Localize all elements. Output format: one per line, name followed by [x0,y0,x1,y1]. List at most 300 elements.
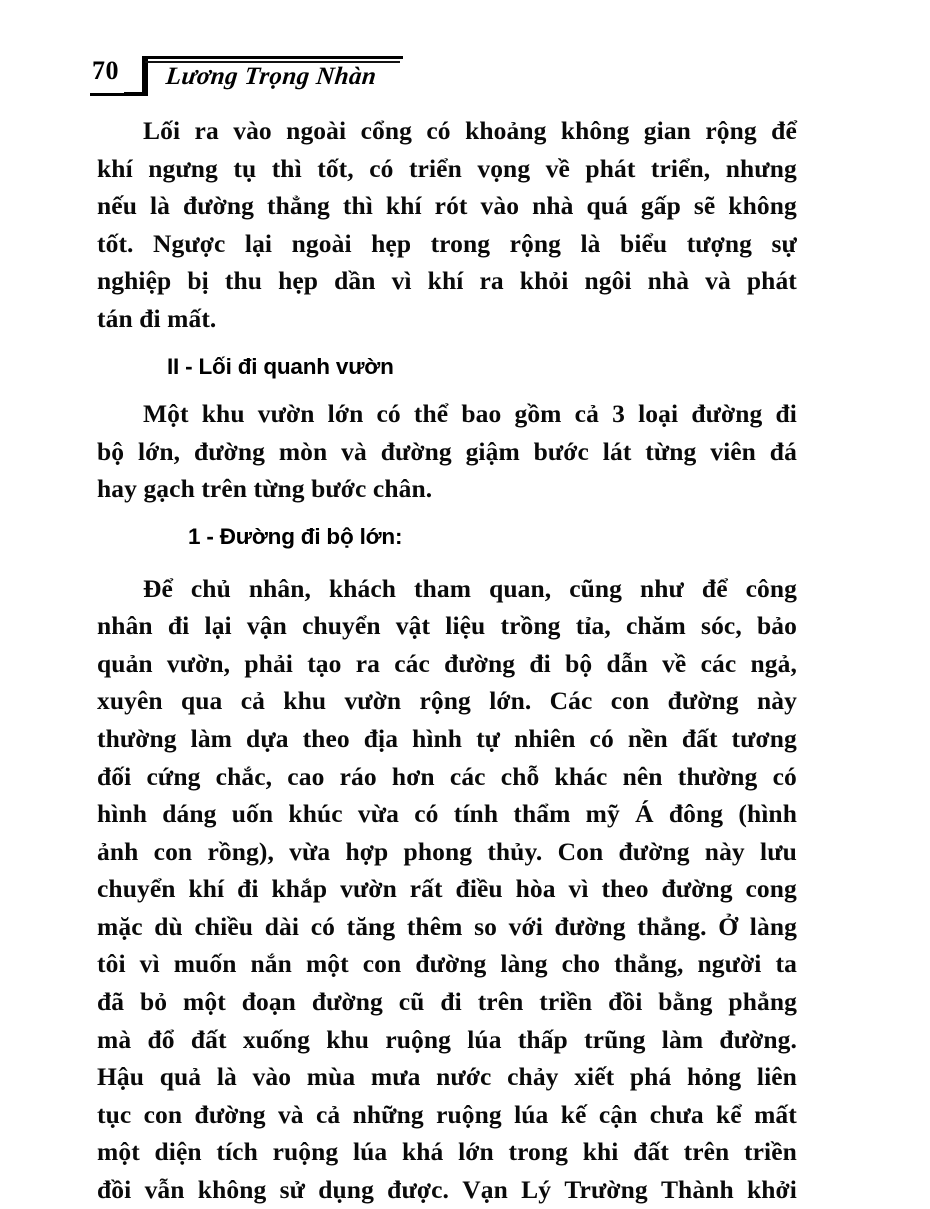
text-word: khách [328,573,397,603]
text-word: các [700,648,737,678]
text-word: vọng [477,153,531,183]
text-word: đi [237,874,259,904]
text-word: đường [194,1099,266,1129]
text-word: nhà [532,191,574,221]
text-word: khu [326,1024,370,1054]
text-word: ra [479,266,504,296]
text-word: vẫn [144,1175,185,1205]
text-word: tỉa, [575,611,611,641]
text-word: bao [461,399,502,429]
text-word: cả [240,686,265,716]
running-header [0,52,930,104]
text-word: Ngược [153,228,226,258]
text-word: không [560,116,630,145]
text-word: liệu [445,611,486,641]
text-word: cũ [398,987,425,1017]
text-word: có [772,761,797,791]
text-line [97,262,797,300]
text-word: khoảng [465,116,547,145]
text-word: tôi [97,949,126,979]
text-word: lúa [514,1099,549,1129]
text-word: làm [190,723,233,753]
text-word: lưu [760,836,797,866]
text-word: đoạn [241,987,296,1017]
text-word: là [149,191,171,221]
text-word: mà [97,1024,132,1054]
text-word: chăm [625,611,686,641]
text-word: triển, [650,153,711,183]
text-word: cong [745,874,797,904]
text-word: mùa [306,1062,356,1092]
text-word: Các [549,686,593,716]
text-word: nước [436,1062,492,1092]
text-word: với [508,911,543,941]
text-word: ráo [339,761,377,791]
text-word: đường [380,436,452,466]
text-word: các [449,761,486,791]
text-word: khi [582,1137,619,1167]
text-word: Hậu [97,1062,145,1092]
text-word: Lối [143,116,181,145]
text-word: hợp [345,836,389,866]
text-line [97,433,797,471]
text-word: phong [403,836,473,866]
text-word: địa [363,723,399,753]
text-line [97,945,797,983]
text-word: khởi [746,1175,797,1205]
text-line [97,1021,797,1059]
text-line [97,908,797,946]
text-word: gồm [514,399,562,429]
text-word: đất [190,1024,227,1054]
text-word: (hình [738,799,797,829]
text-word: về [662,648,687,678]
text-word: nền [627,723,668,753]
text-word: khác [554,761,608,791]
text-word: tính [453,799,499,829]
text-word: diện [154,1137,202,1167]
text-word: ruộng [385,1024,451,1054]
text-word: thẳng, [614,949,684,979]
text-word: các [394,648,430,678]
text-word: cũng [569,573,623,603]
text-word: dù [154,911,183,941]
text-word: tượng [686,228,753,258]
text-word: kể [716,1099,742,1129]
text-word: dụng [318,1175,374,1205]
text-word: đường [618,836,690,866]
text-word: ngưng [148,153,218,183]
text-word: đồi [97,1175,132,1205]
text-word: vừa [357,799,400,829]
text-word: con [153,836,193,866]
text-word: đồi [608,987,643,1017]
text-word: ảnh [97,836,139,866]
text-word: từng [645,436,697,466]
text-word: chiều [194,911,254,941]
text-word: khúc [288,799,343,829]
text-word: phát [585,153,636,183]
text-line [97,833,797,871]
text-word: thường [677,761,758,791]
text-word: ngoài [291,228,352,258]
text-word: bằng [658,987,713,1017]
text-word: vì [568,874,589,904]
text-word: ra [194,116,219,145]
text-word: là [216,1062,237,1092]
section-heading-ii: II - Lối đi quanh vườn [167,353,394,379]
text-word: thấp [517,1024,568,1054]
header-vertical-rule-foot [124,92,148,96]
text-word: biểu [620,228,668,258]
text-word: cả [574,399,599,429]
text-word: trong [430,228,491,258]
text-word: vào [252,1062,292,1092]
text-word: nhà [647,266,690,296]
text-word: không [197,1175,267,1205]
text-word: nhưng [725,153,797,183]
text-word: bộ [565,648,593,678]
text-word: lớn [458,1137,494,1167]
text-word: chảy [507,1062,559,1092]
text-word: rót [434,191,468,221]
text-word: hẹp [278,266,319,296]
text-word: con [362,949,402,979]
text-word: đá [769,436,797,466]
text-line: hay gạch trên từng bước chân. [97,474,433,504]
running-head-author: Lương Trọng Nhàn [164,63,378,90]
text-word: gian [643,116,691,145]
text-word: ngả, [750,648,797,678]
text-word: lại [244,228,273,258]
subsection-heading-1: 1 - Đường đi bộ lớn: [188,523,403,549]
text-word: triển [408,153,462,183]
text-word: dựa [246,723,289,753]
body-text-column [97,112,797,1209]
text-word: vận [246,611,287,641]
text-word: trên [683,1137,730,1167]
paragraph-3 [97,570,797,1209]
text-word: xuyên [97,686,163,716]
text-word: đường [415,949,487,979]
text-word: giậm [465,436,520,466]
text-line [97,225,797,263]
text-word: có [310,911,335,941]
text-word: đi [529,648,551,678]
text-word: đi [440,987,462,1017]
text-word: là [580,228,601,258]
text-word: mỹ [585,799,620,829]
text-word: lớn, [137,436,181,466]
text-word: khỏi [519,266,569,296]
text-word: gấp [640,191,681,221]
paragraph-1 [97,112,797,338]
text-word: sóc, [701,611,742,641]
text-word: chuyển [97,874,176,904]
text-word: thẩm [513,799,571,829]
text-word: thu [224,266,263,296]
text-word: hình [97,799,148,829]
text-word: thẳng [267,191,330,221]
text-word: trong [508,1137,569,1167]
text-word: loại [638,399,679,429]
text-word: thường [97,723,177,753]
text-word: rất [409,874,443,904]
text-word: vì [391,266,412,296]
text-word: nghiệp [97,266,172,296]
text-word: quản [97,648,153,678]
text-word: chuyển [302,611,381,641]
text-word: như [639,573,684,603]
text-word: xuống [242,1024,310,1054]
text-word: nhân [97,611,153,641]
text-word: khu [201,399,245,429]
text-word: một [183,987,226,1017]
text-line [97,112,797,150]
text-word: sự [771,228,797,258]
text-word: đường [183,191,255,221]
text-word: mất [754,1099,797,1129]
text-word: qua [180,686,223,716]
text-word: không [728,191,797,221]
text-line [97,758,797,796]
text-word: vào [233,116,272,145]
text-word: hòa [515,874,556,904]
text-word: tụ [233,153,257,183]
text-word: tương [731,723,797,753]
text-word: con [143,1099,183,1129]
text-word: tự [476,723,501,753]
text-word: đường [667,686,739,716]
text-word: thủy. [487,836,543,866]
text-word: khí [427,266,464,296]
heading-spacer [97,385,797,395]
text-word: phát [746,266,797,296]
text-word: cận [598,1099,638,1129]
text-word: đường. [719,1024,797,1054]
text-word: cả [315,1099,341,1129]
text-word: đường [554,911,626,941]
text-word: hẹp [371,228,412,258]
paragraph-spacer [97,338,797,348]
text-word: về [545,153,570,183]
text-word: Á [635,799,654,829]
text-word: so [474,911,497,941]
text-word: phá [629,1062,672,1092]
text-word: tục [97,1099,132,1129]
text-word: thì [271,153,302,183]
text-word: bước [533,436,589,466]
text-word: này [704,836,745,866]
text-word: một [97,1137,140,1167]
text-word: đường [661,874,733,904]
text-word: trên [477,987,524,1017]
text-word: bị [187,266,209,296]
text-word: ruộng [436,1099,502,1129]
text-word: quá [586,191,628,221]
text-word: chưa [649,1099,704,1129]
text-word: dần [334,266,376,296]
text-word: làm [661,1024,704,1054]
text-line [97,1058,797,1096]
text-word: ra [355,648,380,678]
text-word: đất [633,1137,669,1167]
text-word: Một [143,399,189,429]
text-word: kế [560,1099,587,1129]
header-horizontal-rule [145,56,403,59]
text-word: phẳng [728,987,797,1017]
text-word: được. [387,1175,449,1205]
text-line [97,1133,797,1171]
text-word: đường [691,399,763,429]
text-line [97,720,797,758]
text-word: có [589,723,614,753]
text-line [97,795,797,833]
text-word: rộng [419,686,471,716]
text-word: uốn [231,799,274,829]
text-word: Để [143,573,173,603]
text-word: tạo [307,648,342,678]
text-line [97,150,797,188]
text-word: sử [279,1175,305,1205]
text-word: dẫn [606,648,648,678]
text-word: 3 [612,399,625,429]
text-word: Lý [521,1175,552,1205]
text-word: công [745,573,797,603]
text-word: có [376,399,401,429]
text-word: vừa [289,836,331,866]
text-word: chỗ [500,761,540,791]
text-word: mưa [370,1062,421,1092]
text-word: đi [775,399,797,429]
text-line [97,682,797,720]
text-word: hình [412,723,463,753]
text-word: cao [287,761,325,791]
text-word: đông [668,799,724,829]
text-word: khí [188,874,225,904]
text-word: mòn [278,436,328,466]
text-word: mặc [97,911,143,941]
text-word: trồng [500,611,561,641]
text-word: dài [264,911,300,941]
text-word: khí [385,191,422,221]
text-word: đường [193,436,266,466]
text-word: lớn. [489,686,532,716]
text-line [97,1171,797,1209]
text-word: bộ [97,436,125,466]
text-word: vào [480,191,520,221]
text-word: vườn [340,874,397,904]
text-word: Con [557,836,604,866]
text-word: nếu [97,191,137,221]
text-word: theo [601,874,649,904]
text-word: hơn [391,761,435,791]
text-word: nên [622,761,663,791]
text-line [97,983,797,1021]
text-word: để [771,116,797,145]
text-word: tăng [346,911,396,941]
text-word: bảo [757,611,797,641]
text-line [97,395,797,433]
text-word: ruộng [272,1137,339,1167]
text-word: thì [342,191,373,221]
text-word: khá [401,1137,444,1167]
text-word: lúa [352,1137,388,1167]
text-word: nhiên [514,723,576,753]
text-word: chắc, [215,761,273,791]
text-word: viên [710,436,756,466]
text-word: đối [97,761,132,791]
text-word: nhân, [248,573,311,603]
text-word: lát [602,436,632,466]
text-word: rồng), [207,836,274,866]
text-line [97,1096,797,1134]
text-word: Thành [660,1175,734,1205]
text-word: bỏ [140,987,168,1017]
text-word: vườn [344,686,402,716]
page-number: 70 [92,56,119,85]
text-word: cứng [146,761,201,791]
text-word: khí [97,153,133,183]
text-word: có [369,153,394,183]
text-word: làng [500,949,548,979]
text-word: đổ [147,1024,175,1054]
text-word: muốn [173,949,237,979]
text-line [97,645,797,683]
text-word: sẽ [693,191,716,221]
text-word: và [277,1099,304,1129]
text-word: rộng [509,228,562,258]
text-word: khu [283,686,327,716]
text-word: làng [749,911,797,941]
text-line: tán đi mất. [97,303,217,333]
text-word: chủ [190,573,231,603]
text-word: để [701,573,728,603]
text-word: có [426,116,451,145]
text-word: đường [311,987,383,1017]
text-word: ta [775,949,797,979]
text-line [97,607,797,645]
text-word: tốt, [317,153,354,183]
text-word: ngôi [584,266,632,296]
text-word: ngoài [286,116,347,145]
text-word: thêm [406,911,463,941]
text-word: thẳng. [637,911,707,941]
text-word: rộng [705,116,757,145]
text-word: và [341,436,367,466]
text-word: đất [681,723,718,753]
text-word: đi [167,611,190,641]
text-word: cổng [360,116,412,145]
text-word: tốt. [97,228,134,258]
text-word: quan, [489,573,552,603]
text-word: con [610,686,650,716]
text-line [97,187,797,225]
text-word: một [305,949,349,979]
paragraph-2 [97,395,797,508]
text-word: vì [139,949,160,979]
text-word: triền [539,987,593,1017]
text-word: và [705,266,731,296]
text-word: điều [455,874,503,904]
text-word: thể [413,399,449,429]
paragraph-spacer [97,508,797,518]
text-word: vườn [257,399,315,429]
text-word: tham [414,573,472,603]
text-word: dáng [162,799,217,829]
text-word: Trường [564,1175,648,1205]
text-word: tích [216,1137,258,1167]
